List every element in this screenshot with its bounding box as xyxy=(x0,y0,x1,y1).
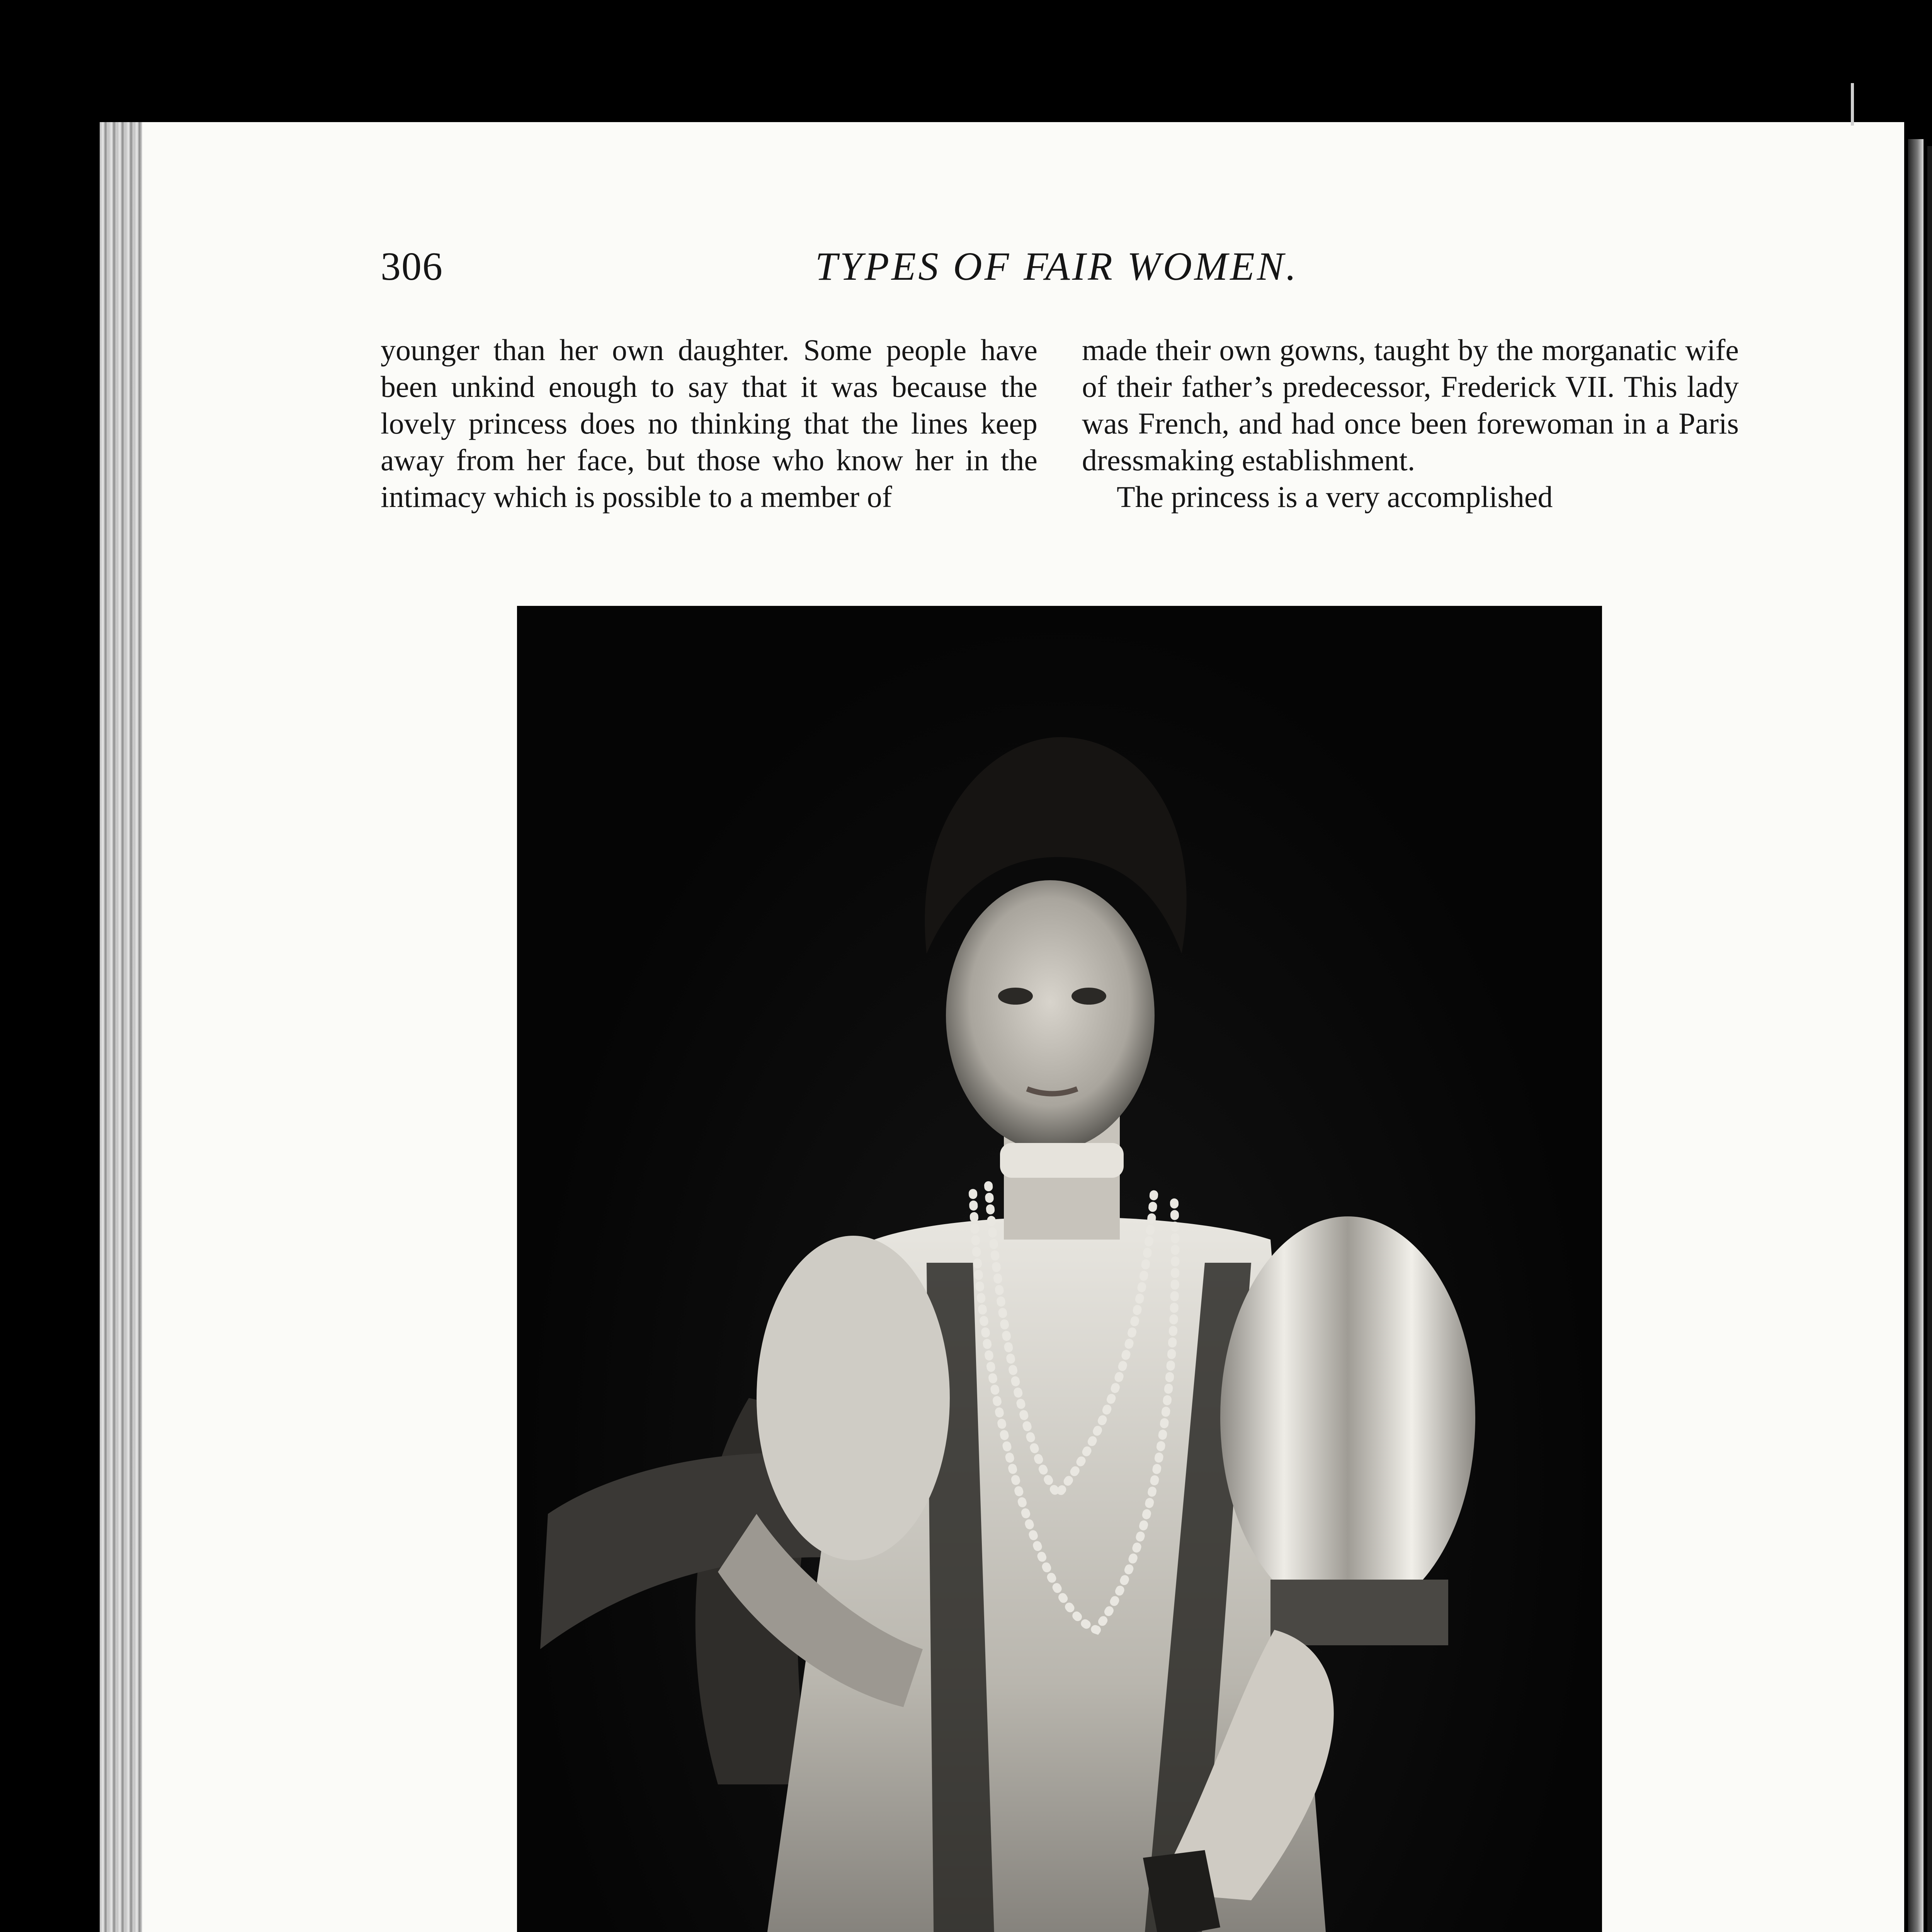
paragraph: younger than her own daughter. Some people have been unkind enough to say that it was because the lovely princess does no thinking that the lines keep away from her face, but those who know her in the intimacy which is possible to a member of xyxy=(381,333,1037,514)
page-number: 306 xyxy=(381,244,443,289)
face xyxy=(946,880,1155,1151)
top-right-column xyxy=(1082,332,1739,515)
running-header xyxy=(381,243,1733,298)
top-left-column xyxy=(381,332,1037,515)
left-sleeve xyxy=(757,1236,950,1560)
scan-mark xyxy=(1851,83,1854,126)
portrait-photograph xyxy=(517,606,1602,1932)
facing-page-edge xyxy=(1927,146,1932,1932)
sleeve-band xyxy=(1270,1580,1448,1645)
portrait-illustration xyxy=(517,606,1602,1932)
running-title: TYPES OF FAIR WOMEN. xyxy=(815,244,1299,289)
pearl-choker xyxy=(1000,1143,1124,1178)
facing-page-shadow xyxy=(1908,139,1923,1932)
paragraph: made their own gowns, taught by the morganatic wife of their father’s predecessor, Frederick VII. This lady was French, and had once been forewoman in a Paris dressmaking establishment. xyxy=(1082,333,1739,477)
page-binding-edge xyxy=(100,122,142,1932)
right-sleeve xyxy=(1220,1216,1475,1618)
paragraph: The princess is a very accomplished xyxy=(1117,480,1553,514)
